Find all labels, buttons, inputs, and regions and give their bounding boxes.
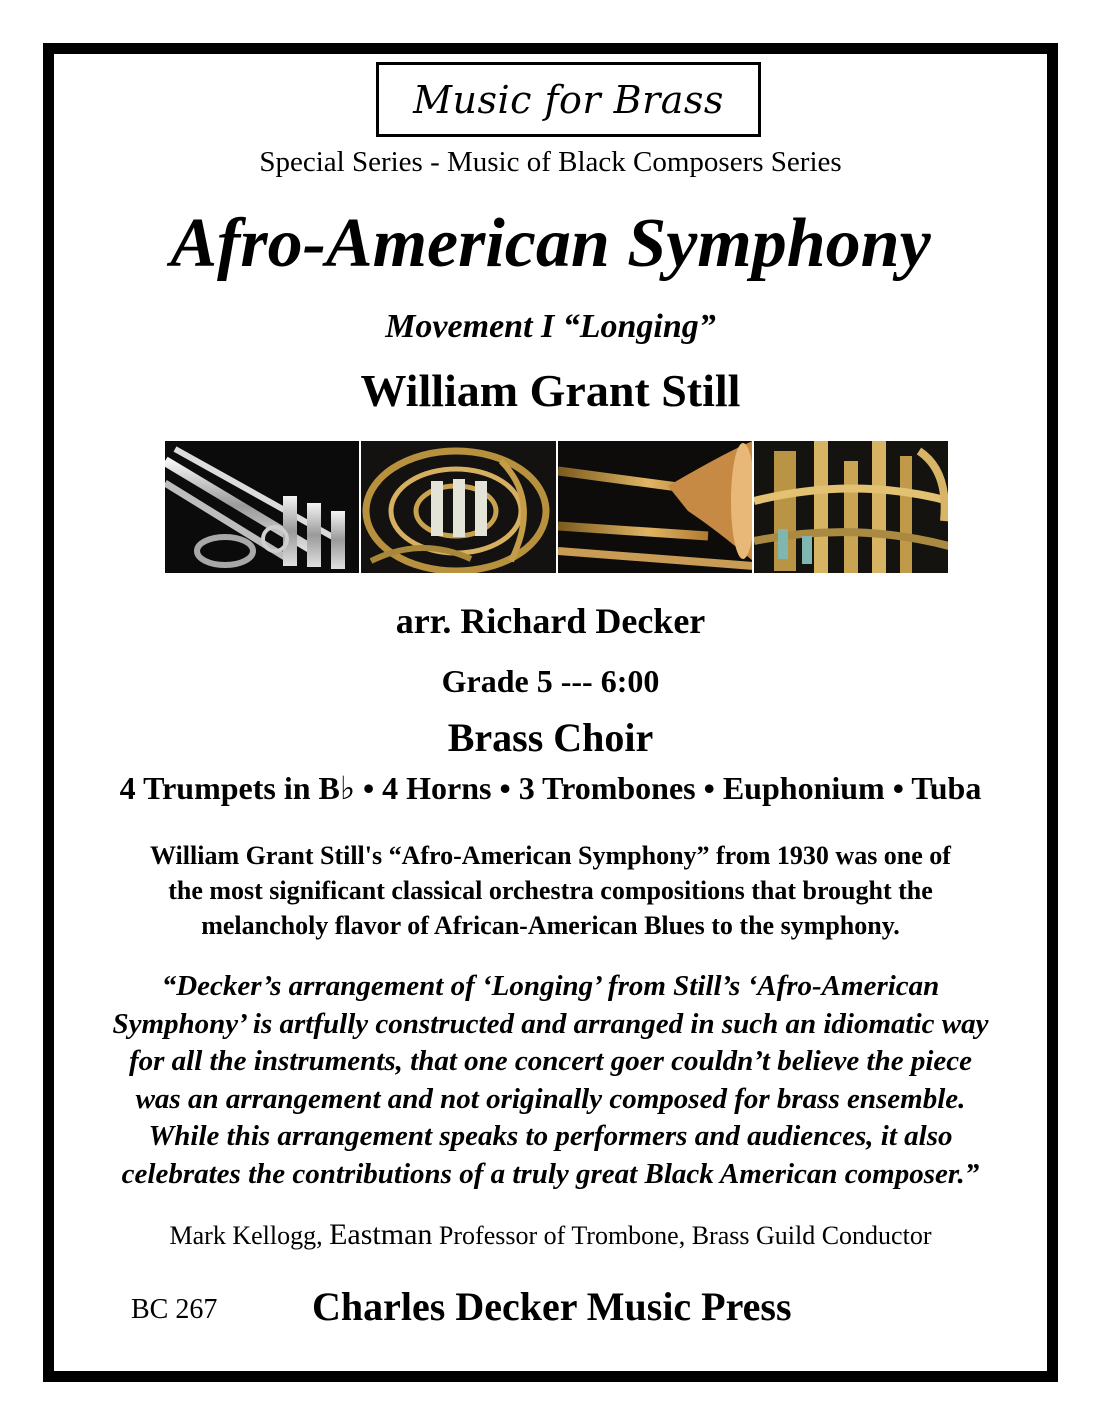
grade-duration: Grade 5 --- 6:00 (441, 663, 660, 699)
ensemble-type: Brass Choir (447, 715, 654, 760)
instrumentation: 4 Trumpets in B♭ • 4 Horns • 3 Trombones • Euphonium • Tuba (119, 770, 982, 806)
arranger-credit: arr. Richard Decker (395, 601, 706, 641)
page-title: Afro-American Symphony (170, 205, 931, 282)
description-line: the most significant classical orchestra compositions that brought the (168, 876, 933, 905)
quote-line: Symphony’ is artfully constructed and arranged in such an idiomatic way (112, 1007, 989, 1040)
testimonial-quote (55, 968, 1046, 1193)
series-label: Music for Brass (413, 77, 724, 122)
tuba-photo (754, 441, 948, 573)
catalog-number: BC 267 (131, 1294, 218, 1325)
quote-attribution (0, 1218, 1101, 1252)
movement-title: Movement I “Longing” (385, 308, 716, 345)
series-subtitle: Special Series - Music of Black Composers Series (259, 146, 842, 178)
quote-line: for all the instruments, that one concert goer couldn’t believe the piece (128, 1045, 973, 1077)
attribution-school: Eastman (329, 1218, 433, 1251)
quote-line: celebrates the contributions of a truly great Black American composer.” (121, 1157, 980, 1190)
series-label-box (376, 62, 761, 137)
attribution-role: Professor of Trombone, Brass Guild Conductor (432, 1221, 932, 1250)
description-line: William Grant Still's “Afro-American Symphony” from 1930 was one of (150, 841, 951, 870)
trumpet-photo (165, 441, 359, 573)
quote-line: was an arrangement and not originally composed for brass ensemble. (135, 1082, 966, 1115)
attribution-name: Mark Kellogg, (169, 1221, 330, 1250)
trombone-photo (558, 441, 752, 573)
french-horn-photo (361, 441, 555, 573)
description (60, 838, 1041, 943)
quote-line: While this arrangement speaks to performers and audiences, it also (148, 1120, 953, 1152)
instrument-photo-strip (165, 441, 948, 573)
description-line: melancholy flavor of African-American Blues to the symphony. (201, 911, 900, 940)
composer-name: William Grant Still (360, 365, 741, 416)
publisher-name: Charles Decker Music Press (312, 1284, 792, 1329)
quote-line: “Decker’s arrangement of ‘Longing’ from Still’s ‘Afro-American (161, 970, 940, 1002)
